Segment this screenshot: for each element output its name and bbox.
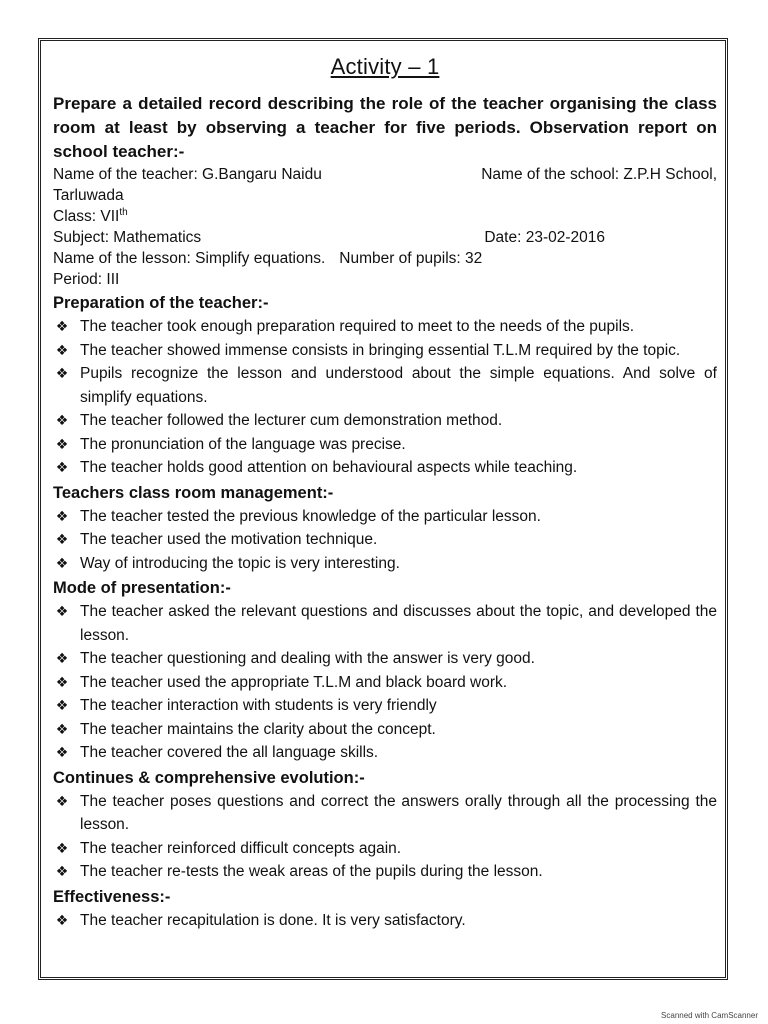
bullet-diamond-icon: ❖ bbox=[55, 412, 69, 428]
bullet-diamond-icon: ❖ bbox=[55, 435, 69, 452]
bullet-diamond-icon: ❖ bbox=[55, 863, 69, 879]
bullet-diamond-icon: ❖ bbox=[55, 459, 69, 475]
list-item bbox=[53, 694, 717, 718]
school-place: Tarluwada bbox=[53, 187, 124, 204]
page-title: Activity – 1 bbox=[330, 54, 440, 79]
section-heading: Teachers class room management:- bbox=[53, 483, 334, 502]
list-item bbox=[53, 837, 717, 861]
info-row-lesson-pupils bbox=[53, 248, 717, 269]
bullet-diamond-icon: ❖ bbox=[55, 792, 69, 809]
list-item bbox=[53, 409, 717, 433]
scanner-watermark: Scanned with CamScanner bbox=[661, 1011, 758, 1020]
bullet-list bbox=[53, 790, 717, 884]
info-block bbox=[53, 164, 717, 290]
list-item bbox=[53, 528, 717, 552]
date: Date: 23-02-2016 bbox=[484, 229, 605, 246]
list-item-text: The teacher showed immense consists in bringing essential T.L.M required by the topic. bbox=[80, 341, 681, 359]
list-item-text: The teacher questioning and dealing with the answer is very good. bbox=[80, 650, 535, 667]
list-item bbox=[53, 741, 717, 765]
list-item-text: The teacher covered the all language skills. bbox=[80, 744, 379, 761]
bullet-diamond-icon: ❖ bbox=[55, 697, 69, 713]
bullet-diamond-icon: ❖ bbox=[55, 603, 69, 619]
bullet-diamond-icon: ❖ bbox=[55, 554, 69, 571]
bullet-diamond-icon: ❖ bbox=[55, 673, 69, 690]
list-item-text: The teacher recapitulation is done. It is very satisfactory. bbox=[80, 911, 466, 929]
list-item-text: The teacher tested the previous knowledge of the particular lesson. bbox=[80, 507, 541, 525]
list-item-text: Way of introducing the topic is very interesting. bbox=[80, 554, 400, 572]
bullet-diamond-icon: ❖ bbox=[55, 365, 69, 381]
list-item bbox=[53, 362, 717, 409]
bullet-diamond-icon: ❖ bbox=[55, 839, 69, 856]
number-of-pupils: Number of pupils: 32 bbox=[339, 250, 483, 267]
list-item-text: The teacher took enough preparation required to meet to the needs of the pupils. bbox=[80, 318, 635, 335]
list-item-text: The teacher asked the relevant questions and discusses about the topic, and developed the lesson. bbox=[80, 603, 717, 644]
list-item bbox=[53, 552, 717, 576]
bullet-diamond-icon: ❖ bbox=[55, 507, 69, 524]
list-item-text: The teacher followed the lecturer cum demonstration method. bbox=[80, 412, 503, 429]
info-row-subject-date bbox=[53, 227, 717, 248]
lesson-name: Name of the lesson: Simplify equations. bbox=[53, 250, 326, 267]
period: Period: III bbox=[53, 271, 120, 288]
bullet-diamond-icon: ❖ bbox=[55, 911, 69, 928]
section-heading: Mode of presentation:- bbox=[53, 579, 231, 597]
list-item-text: The teacher poses questions and correct the answers orally through all the processing the lesson. bbox=[80, 792, 717, 833]
list-item-text: The teacher reinforced difficult concepts again. bbox=[80, 839, 402, 857]
list-item-text: The teacher re-tests the weak areas of the pupils during the lesson. bbox=[80, 863, 543, 880]
list-item bbox=[53, 339, 717, 363]
bullet-list bbox=[53, 505, 717, 576]
teacher-name: Name of the teacher: G.Bangaru Naidu bbox=[53, 166, 322, 183]
section-heading: Continues & comprehensive evolution:- bbox=[53, 768, 365, 787]
list-item bbox=[53, 671, 717, 695]
list-item-text: The teacher interaction with students is very friendly bbox=[80, 697, 437, 714]
bullet-diamond-icon: ❖ bbox=[55, 531, 69, 547]
section-heading: Preparation of the teacher:- bbox=[53, 294, 269, 312]
bullet-list bbox=[53, 600, 717, 765]
list-item bbox=[53, 315, 717, 339]
bullet-list bbox=[53, 315, 717, 480]
list-item-text: The teacher used the appropriate T.L.M and black board work. bbox=[80, 673, 508, 691]
bullet-diamond-icon: ❖ bbox=[55, 720, 69, 737]
list-item-text: The pronunciation of the language was precise. bbox=[80, 435, 406, 453]
intro-paragraph: Prepare a detailed record describing the role of the teacher organising the class room at least by observing a teacher for five periods. Observation report on school teacher:- bbox=[53, 94, 717, 161]
list-item bbox=[53, 456, 717, 480]
class-superscript: th bbox=[119, 206, 128, 218]
list-item-text: The teacher maintains the clarity about the concept. bbox=[80, 720, 436, 738]
subject: Subject: Mathematics bbox=[53, 229, 202, 246]
section-heading: Effectiveness:- bbox=[53, 887, 171, 906]
list-item bbox=[53, 647, 717, 671]
bullet-diamond-icon: ❖ bbox=[55, 341, 69, 358]
info-row-teacher-school bbox=[53, 164, 717, 185]
list-item-text: Pupils recognize the lesson and understood about the simple equations. And solve of simplify equations. bbox=[80, 365, 717, 406]
class-line bbox=[53, 206, 717, 227]
document-content bbox=[53, 50, 717, 932]
list-item bbox=[53, 860, 717, 884]
bullet-diamond-icon: ❖ bbox=[55, 318, 69, 334]
observation-sections bbox=[53, 291, 717, 932]
list-item-text: The teacher holds good attention on behavioural aspects while teaching. bbox=[80, 459, 578, 476]
class-label: Class: VII bbox=[53, 208, 120, 225]
list-item bbox=[53, 909, 717, 933]
list-item-text: The teacher used the motivation technique. bbox=[80, 531, 378, 548]
bullet-diamond-icon: ❖ bbox=[55, 650, 69, 666]
bullet-diamond-icon: ❖ bbox=[55, 744, 69, 760]
school-name: Name of the school: Z.P.H School, bbox=[481, 166, 717, 183]
list-item bbox=[53, 600, 717, 647]
bullet-list bbox=[53, 909, 717, 933]
list-item bbox=[53, 718, 717, 742]
list-item bbox=[53, 433, 717, 457]
list-item bbox=[53, 505, 717, 529]
list-item bbox=[53, 790, 717, 837]
